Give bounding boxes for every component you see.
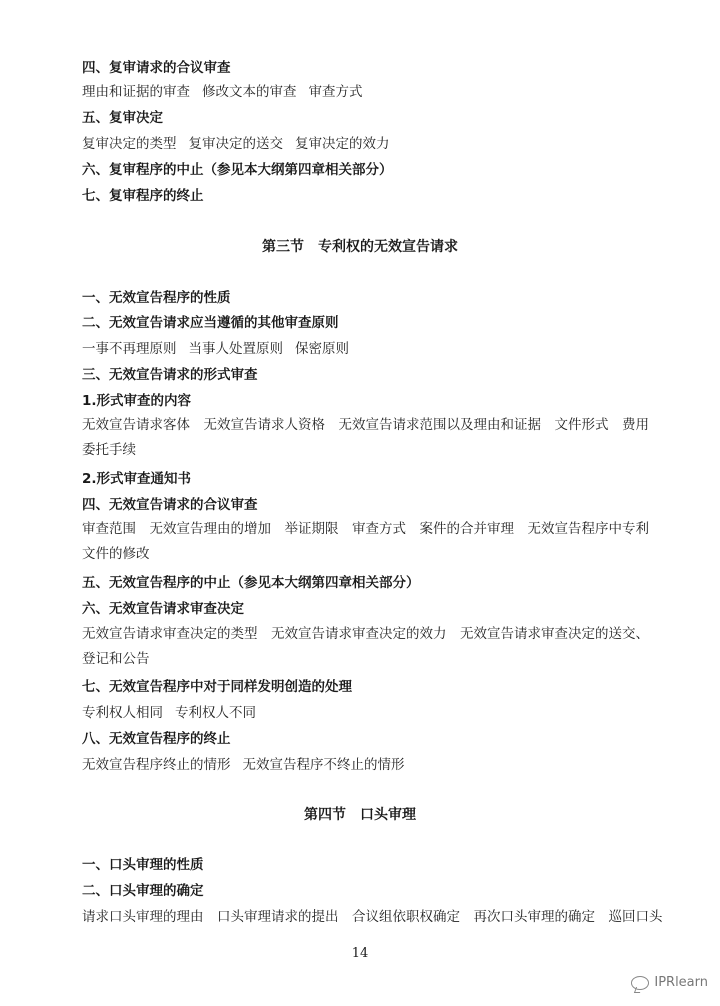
text-item: 理由和证据的审查 (82, 84, 190, 100)
heading-invalid-collegial: 四、无效宣告请求的合议审查 (82, 497, 258, 513)
heading-oral-nature: 一、口头审理的性质 (82, 857, 204, 873)
text-item: 专利权人相同 (82, 705, 163, 721)
text-item: 无效宣告程序不终止的情形 (242, 757, 405, 773)
paragraph-principle-items (82, 340, 349, 358)
heading-invalid-termination: 八、无效宣告程序的终止 (82, 731, 231, 747)
heading-invalid-suspension: 五、无效宣告程序的中止（参见本大纲第四章相关部分） (82, 575, 420, 591)
heading-review-collegial: 四、复审请求的合议审查 (82, 60, 231, 76)
paragraph-oral-items: 请求口头审理的理由 口头审理请求的提出 合议组依职权确定 再次口头审理的确定 巡回口头 (82, 909, 663, 925)
text-item: 审查方式 (308, 84, 363, 100)
heading-oral-determination: 二、口头审理的确定 (82, 883, 204, 899)
paragraph-same-invention (82, 704, 256, 722)
text-item: 复审决定的效力 (295, 136, 390, 152)
watermark (631, 975, 708, 990)
section-title-invalidation: 第三节 专利权的无效宣告请求 (262, 239, 458, 255)
section-title-oral-hearing: 第四节 口头审理 (304, 807, 416, 823)
heading-formal-exam: 三、无效宣告请求的形式审查 (82, 367, 258, 383)
text-item: 一事不再理原则 (82, 341, 177, 357)
text-item: 专利权人不同 (175, 705, 256, 721)
wechat-icon (631, 976, 649, 990)
heading-review-suspension: 六、复审程序的中止（参见本大纲第四章相关部分） (82, 162, 393, 178)
paragraph-review-items (82, 83, 363, 101)
heading-invalid-decision: 六、无效宣告请求审查决定 (82, 601, 244, 617)
text-item: 当事人处置原则 (188, 341, 283, 357)
subheading-formal-content: 1.形式审查的内容 (82, 393, 192, 409)
subheading-formal-notice: 2.形式审查通知书 (82, 471, 192, 487)
heading-invalid-principles: 二、无效宣告请求应当遵循的其他审查原则 (82, 315, 339, 331)
heading-review-decision: 五、复审决定 (82, 110, 163, 126)
paragraph-decision-items (82, 135, 390, 153)
paragraph-termination-items (82, 756, 405, 774)
paragraph-invalid-collegial: 审查范围 无效宣告理由的增加 举证期限 审查方式 案件的合并审理 无效宣告程序中专利文件的修改 (82, 521, 649, 562)
watermark-text: IPRlearn (654, 975, 708, 990)
text-item: 保密原则 (295, 341, 349, 357)
text-item: 复审决定的类型 (82, 136, 177, 152)
heading-same-invention: 七、无效宣告程序中对于同样发明创造的处理 (82, 679, 352, 695)
page-number: 14 (351, 946, 369, 961)
text-item: 无效宣告程序终止的情形 (82, 757, 231, 773)
text-item: 复审决定的送交 (188, 136, 283, 152)
text-item: 修改文本的审查 (202, 84, 297, 100)
heading-review-termination: 七、复审程序的终止 (82, 188, 204, 204)
heading-invalid-nature: 一、无效宣告程序的性质 (82, 290, 231, 306)
paragraph-formal-content: 无效宣告请求客体 无效宣告请求人资格 无效宣告请求范围以及理由和证据 文件形式 费用委托手续 (82, 417, 649, 458)
paragraph-invalid-decision: 无效宣告请求审查决定的类型 无效宣告请求审查决定的效力 无效宣告请求审查决定的送交、登记和公告 (82, 626, 649, 667)
